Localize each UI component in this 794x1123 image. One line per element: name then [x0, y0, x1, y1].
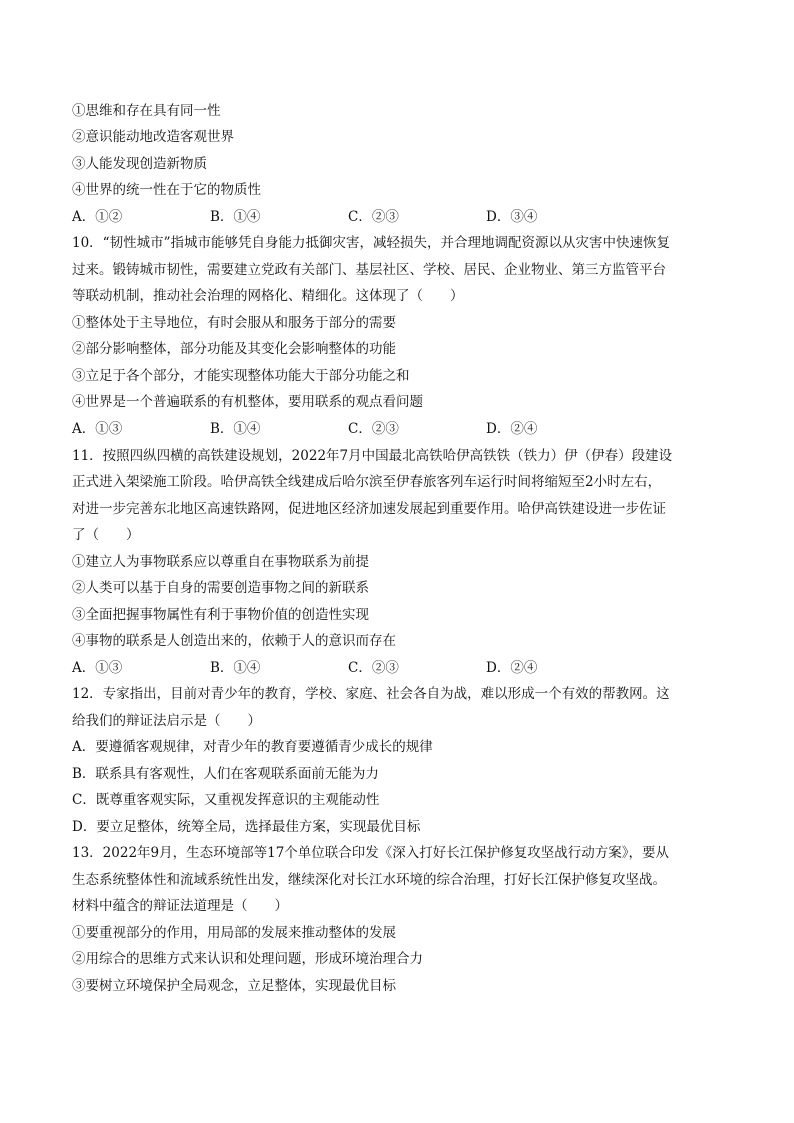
q10-choices	[72, 419, 732, 439]
q12-stem-line-2: 给我们的辩证法启示是（ ）	[72, 713, 261, 729]
q9-choice-a: A．①②	[72, 209, 123, 225]
q10-option-2: ②部分影响整体，部分功能及其变化会影响整体的功能	[72, 341, 396, 357]
q11-choice-b: B．①④	[210, 660, 261, 676]
q9-option-3: ③人能发现创造新物质	[72, 156, 207, 172]
q9-option-4: ④世界的统一性在于它的物质性	[72, 182, 261, 198]
q13-option-1: ①要重视部分的作用，用局部的发展来推动整体的发展	[72, 925, 396, 941]
q11-option-2: ②人类可以基于自身的需要创造事物之间的新联系	[72, 580, 369, 596]
q12-answer-b: B．联系具有客观性，人们在客观联系面前无能为力	[72, 766, 379, 782]
q13-option-2: ②用综合的思维方式来认识和处理问题，形成环境治理合力	[72, 951, 423, 967]
q10-choice-b: B．①④	[210, 421, 261, 437]
q11-choice-a: A．①③	[72, 660, 123, 676]
q11-choices	[72, 658, 732, 678]
q10-option-4: ④世界是一个普遍联系的有机整体，要用联系的观点看问题	[72, 394, 423, 410]
q12-answer-a: A．要遵循客观规律，对青少年的教育要遵循青少成长的规律	[72, 739, 433, 755]
q10-stem-line-2: 过来。锻铸城市韧性，需要建立党政有关部门、基层社区、学校、居民、企业物业、第三方监管平台	[72, 262, 666, 278]
q12-answer-c: C．既尊重客观实际，又重视发挥意识的主观能动性	[72, 792, 380, 808]
q11-stem-line-2: 正式进入架梁施工阶段。哈伊高铁全线建成后哈尔滨至伊春旅客列车运行时间将缩短至2小时左右，	[72, 474, 662, 490]
q10-choice-c: C．②③	[348, 421, 399, 437]
q10-option-1: ①整体处于主导地位，有时会服从和服务于部分的需要	[72, 315, 396, 331]
q10-stem-line-3: 等联动机制，推动社会治理的网格化、精细化。这体现了（ ）	[72, 288, 464, 304]
q9-choice-d: D．③④	[486, 209, 538, 225]
q11-choice-c: C．②③	[348, 660, 399, 676]
q11-option-3: ③全面把握事物属性有利于事物价值的创造性实现	[72, 607, 369, 623]
q13-stem-line-1: 13．2022年9月，生态环境部等17个单位联合印发《深入打好长江保护修复攻坚战行动方案》，要从	[72, 845, 670, 861]
q11-stem-line-4: 了（ ）	[72, 527, 140, 543]
q13-stem-line-3: 材料中蕴含的辩证法道理是（ ）	[72, 898, 288, 914]
q9-choice-c: C．②③	[348, 209, 399, 225]
q11-choice-d: D．②④	[486, 660, 538, 676]
q11-option-4: ④事物的联系是人创造出来的，依赖于人的意识而存在	[72, 633, 396, 649]
q10-option-3: ③立足于各个部分，才能实现整体功能大于部分功能之和	[72, 368, 410, 384]
q9-choices	[72, 207, 732, 227]
q11-option-1: ①建立人为事物联系应以尊重自在事物联系为前提	[72, 554, 369, 570]
q9-option-1: ①思维和存在具有同一性	[72, 103, 221, 119]
q9-choice-b: B．①④	[210, 209, 261, 225]
q12-answer-d: D．要立足整体，统筹全局，选择最佳方案，实现最优目标	[72, 819, 421, 835]
q11-stem-line-1: 11．按照四纵四横的高铁建设规划，2022年7月中国最北高铁哈伊高铁铁（铁力）伊（伊春）段建设	[72, 448, 673, 464]
q13-option-3: ③要树立环境保护全局观念，立足整体，实现最优目标	[72, 978, 396, 994]
q10-choice-d: D．②④	[486, 421, 538, 437]
q10-choice-a: A．①③	[72, 421, 123, 437]
q13-stem-line-2: 生态系统整体性和流域系统性出发，继续深化对长江水环境的综合治理，打好长江保护修复攻坚战。	[72, 872, 666, 888]
q10-stem-line-1: 10．“韧性城市”指城市能够凭自身能力抵御灾害，减轻损失，并合理地调配资源以从灾害中快速恢复	[72, 235, 670, 251]
q12-stem-line-1: 12．专家指出，目前对青少年的教育，学校、家庭、社会各自为战，难以形成一个有效的帮教网。这	[72, 686, 670, 702]
q11-stem-line-3: 对进一步完善东北地区高速铁路网，促进地区经济加速发展起到重要作用。哈伊高铁建设进一步佐证	[72, 501, 666, 517]
q9-option-2: ②意识能动地改造客观世界	[72, 129, 234, 145]
